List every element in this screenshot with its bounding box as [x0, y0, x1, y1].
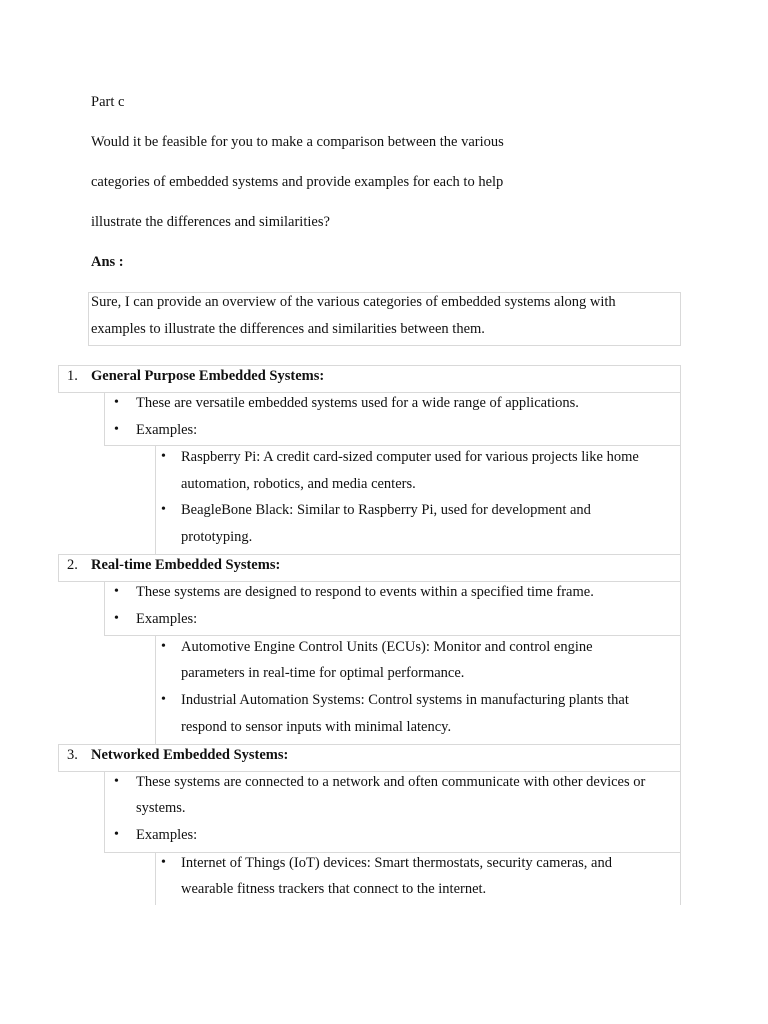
example-line: Industrial Automation Systems: Control systems in manufacturing plants that: [181, 692, 629, 708]
answer-label: Ans :: [91, 254, 124, 270]
examples-box-left-border: [155, 852, 156, 905]
bullet-icon: •: [161, 692, 166, 707]
bullet-icon: •: [114, 774, 119, 789]
intro-line: Sure, I can provide an overview of the various categories of embedded systems along with: [91, 294, 616, 310]
question-line: categories of embedded systems and provide examples for each to help: [91, 174, 504, 190]
question-line: Would it be feasible for you to make a comparison between the various: [91, 134, 504, 150]
example-line: Raspberry Pi: A credit card-sized computer used for various projects like home: [181, 449, 639, 465]
section-description: These systems are designed to respond to events within a specified time frame.: [136, 584, 594, 600]
examples-box-right-border: [680, 852, 681, 905]
examples-box-top-border: [155, 852, 681, 853]
example-line: Internet of Things (IoT) devices: Smart thermostats, security cameras, and: [181, 855, 612, 871]
intro-line: examples to illustrate the differences and similarities between them.: [91, 321, 485, 337]
bullet-icon: •: [114, 611, 119, 626]
bullet-icon: •: [114, 584, 119, 599]
bullet-icon: •: [161, 449, 166, 464]
section-description: These are versatile embedded systems used for a wide range of applications.: [136, 395, 579, 411]
bullet-icon: •: [114, 827, 119, 842]
example-line: automation, robotics, and media centers.: [181, 476, 416, 492]
bullet-icon: •: [161, 639, 166, 654]
example-line: BeagleBone Black: Similar to Raspberry Pi, used for development and: [181, 502, 591, 518]
section-description: systems.: [136, 800, 186, 816]
section-title: General Purpose Embedded Systems:: [91, 368, 325, 384]
example-line: respond to sensor inputs with minimal latency.: [181, 719, 452, 735]
question-line: illustrate the differences and similarities?: [91, 214, 330, 230]
examples-label: Examples:: [136, 611, 198, 627]
section-title: Networked Embedded Systems:: [91, 747, 289, 763]
example-line: wearable fitness trackers that connect to the internet.: [181, 881, 487, 897]
bullet-icon: •: [161, 502, 166, 517]
example-line: parameters in real-time for optimal performance.: [181, 665, 465, 681]
example-line: Automotive Engine Control Units (ECUs): Monitor and control engine: [181, 639, 593, 655]
examples-label: Examples:: [136, 422, 198, 438]
bullet-icon: •: [161, 855, 166, 870]
section-description: These systems are connected to a network and often communicate with other devices or: [136, 774, 646, 790]
example-line: prototyping.: [181, 529, 253, 545]
section-title: Real-time Embedded Systems:: [91, 557, 281, 573]
part-heading: Part c: [91, 94, 125, 110]
section-number: 3.: [67, 747, 78, 763]
bullet-icon: •: [114, 395, 119, 410]
bullet-icon: •: [114, 422, 119, 437]
examples-label: Examples:: [136, 827, 198, 843]
section-number: 2.: [67, 557, 78, 573]
section-number: 1.: [67, 368, 78, 384]
